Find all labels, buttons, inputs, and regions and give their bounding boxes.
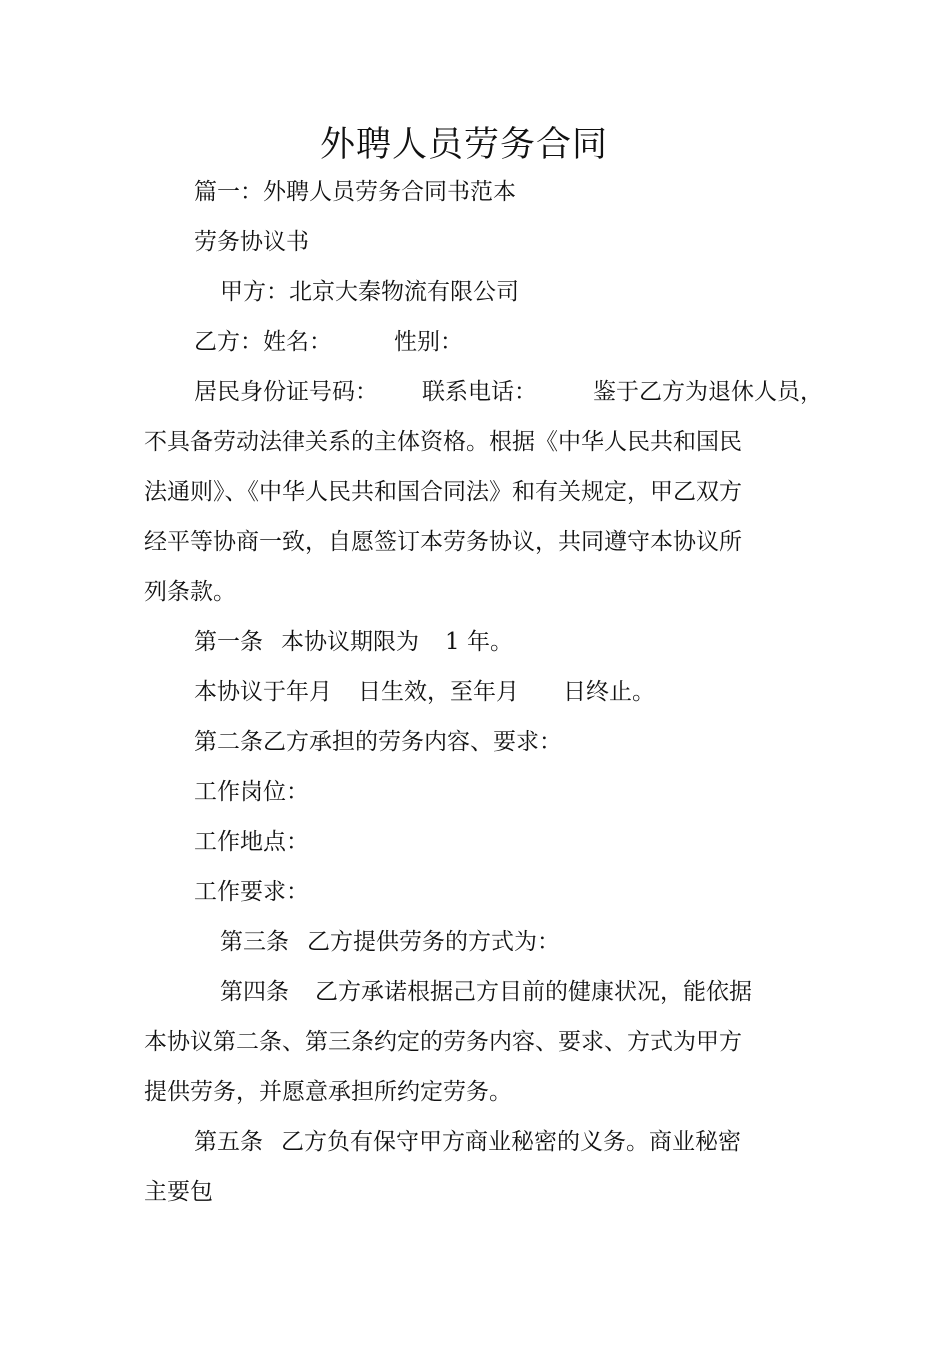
article-number: 第一条 <box>194 629 263 655</box>
line-text: 本协议第二条、第三条约定的劳务内容、要求、方式为甲方 <box>144 1029 742 1055</box>
document-title: 外聘人员劳务合同 <box>319 125 608 165</box>
line-text: 乙方提供劳务的方式为： <box>307 929 560 955</box>
paragraph-line <box>194 226 309 258</box>
line-text: 性别： <box>394 329 463 355</box>
field-label: 工作岗位： <box>194 779 309 805</box>
paragraph-line <box>194 176 516 208</box>
line-text: 不具备劳动法律关系的主体资格。根据《中华人民共和国民 <box>144 429 742 455</box>
paragraph-line <box>220 926 560 958</box>
field-label: 工作地点： <box>194 829 309 855</box>
line-text: 日生效，至年月 <box>358 679 519 705</box>
line-text: 经平等协商一致，自愿签订本劳务协议，共同遵守本协议所 <box>144 529 742 555</box>
article-number: 第四条 <box>220 979 289 1005</box>
line-text: 乙方承诺根据己方目前的健康状况，能依据 <box>315 979 752 1005</box>
paragraph-line <box>144 476 742 508</box>
line-text: 乙方：姓名： <box>194 329 332 355</box>
paragraph-line <box>194 676 655 708</box>
paragraph-line <box>194 726 562 758</box>
line-text: 主要包 <box>144 1179 213 1205</box>
article-number: 第三条 <box>220 929 289 955</box>
line-text: 居民身份证号码： <box>194 379 378 405</box>
paragraph-line <box>144 576 236 608</box>
line-text: 篇一：外聘人员劳务合同书范本 <box>194 179 516 205</box>
paragraph-line <box>194 876 309 908</box>
paragraph-line <box>194 1126 741 1158</box>
field-label: 工作要求： <box>194 879 309 905</box>
paragraph-line <box>194 626 513 658</box>
line-text: 日终止。 <box>563 679 655 705</box>
paragraph-line <box>194 826 309 858</box>
paragraph-line <box>144 426 742 458</box>
line-text: 劳务协议书 <box>194 229 309 255</box>
line-text: 鉴于乙方为退休人员， <box>593 379 823 405</box>
paragraph-line <box>220 976 752 1008</box>
paragraph-line <box>194 376 823 408</box>
line-text: 1 年。 <box>445 629 513 655</box>
article-number: 第五条 <box>194 1129 263 1155</box>
line-text: 本协议于年月 <box>194 679 332 705</box>
line-text: 联系电话： <box>422 379 537 405</box>
paragraph-line <box>144 1176 213 1208</box>
line-text: 列条款。 <box>144 579 236 605</box>
paragraph-line <box>144 1076 512 1108</box>
paragraph-line <box>144 1026 742 1058</box>
paragraph-line <box>194 326 463 358</box>
line-text: 第二条乙方承担的劳务内容、要求： <box>194 729 562 755</box>
paragraph-line <box>144 526 742 558</box>
line-text: 本协议期限为 <box>281 629 419 655</box>
paragraph-line <box>194 776 309 808</box>
line-text: 乙方负有保守甲方商业秘密的义务。商业秘密 <box>281 1129 741 1155</box>
line-text: 提供劳务，并愿意承担所约定劳务。 <box>144 1079 512 1105</box>
line-text: 甲方：北京大秦物流有限公司 <box>220 279 519 305</box>
line-text: 法通则》、《中华人民共和国合同法》和有关规定，甲乙双方 <box>144 479 742 505</box>
paragraph-line <box>220 276 519 308</box>
